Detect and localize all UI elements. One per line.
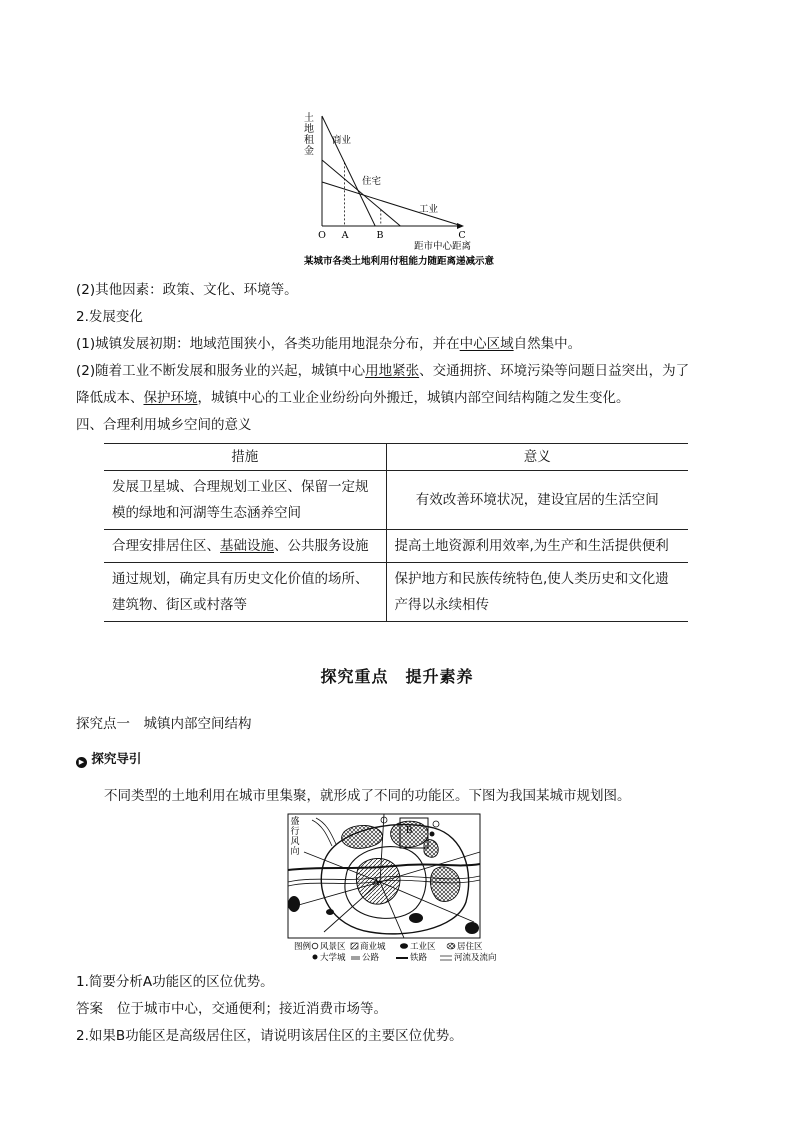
table-cell-measure bbox=[104, 471, 386, 530]
series-label-commerce: 商业 bbox=[332, 135, 352, 146]
scenic-area-icon bbox=[312, 943, 318, 949]
industrial-zone bbox=[409, 913, 423, 923]
measures-significance-table bbox=[104, 443, 688, 622]
series-line bbox=[322, 160, 400, 226]
text-span: (2)随着工业不断发展和服务业的兴起，城镇中心 bbox=[76, 363, 366, 379]
series-label-residence: 住宅 bbox=[362, 176, 382, 187]
residential-zone bbox=[424, 840, 438, 858]
cell-line: 通过规划，确定具有历史文化价值的场所、 bbox=[112, 571, 369, 587]
university-icon bbox=[313, 955, 318, 960]
table-cell-significance: 提高土地资源利用效率,为生产和生活提供便利 bbox=[394, 538, 669, 554]
other-factors-text: (2)其他因素：政策、文化、环境等。 bbox=[76, 282, 298, 298]
underlined-key-term: 中心区域 bbox=[459, 336, 514, 352]
industrial-icon bbox=[400, 943, 408, 949]
wind-label: 风 bbox=[290, 837, 300, 847]
table-row bbox=[104, 530, 688, 563]
underlined-key-term: 基础设施 bbox=[220, 538, 274, 554]
legend-label: 商业城 bbox=[360, 942, 386, 952]
industrial-zone bbox=[288, 896, 300, 912]
text-span: 、交通拥挤、环境污染等问题日益突出，为了 bbox=[419, 363, 690, 379]
table-cell-significance: 有效改善环境状况，建设宜居的生活空间 bbox=[415, 492, 659, 508]
play-circle-icon: ▶ bbox=[76, 757, 87, 768]
legend-label: 居住区 bbox=[457, 942, 483, 952]
industrial-zone bbox=[326, 909, 334, 915]
table-header-measures: 措施 bbox=[104, 444, 386, 471]
cell-line: 建筑物、街区或村落等 bbox=[112, 597, 247, 613]
explore-heading: 探究重点 提升素养 bbox=[320, 667, 474, 686]
cell-line: 发展卫星城、合理规划工业区、保留一定规 bbox=[112, 479, 369, 495]
legend-label: 工业区 bbox=[410, 942, 436, 952]
x-tick-label: B bbox=[376, 230, 384, 241]
table-cell-measure bbox=[104, 530, 386, 563]
y-label-char: 租 bbox=[304, 135, 314, 146]
legend-label: 公路 bbox=[362, 953, 380, 963]
wind-label: 向 bbox=[290, 847, 300, 857]
series-label-industry: 工业 bbox=[419, 204, 439, 215]
text-span: ，城镇中心的工业企业纷纷向外搬迁，城镇内部空间结构随之发生变化。 bbox=[197, 390, 630, 406]
table-header-significance: 意义 bbox=[523, 449, 551, 465]
paragraph-development-line1 bbox=[76, 362, 689, 380]
section-four-heading: 四、合理利用城乡空间的意义 bbox=[76, 417, 252, 433]
industrial-zone bbox=[465, 922, 479, 934]
city-planning-map bbox=[284, 812, 516, 964]
table-cell-measure bbox=[104, 563, 386, 622]
question-2: 2.如果B功能区是高级居住区，请说明该居住区的主要区位优势。 bbox=[76, 1028, 463, 1044]
land-rent-chart bbox=[296, 108, 506, 270]
text-span: 降低成本、 bbox=[76, 390, 144, 406]
x-tick-label: O bbox=[318, 230, 326, 241]
chart-caption: 某城市各类土地利用付租能力随距离递减示意 bbox=[303, 256, 495, 267]
legend-items bbox=[312, 941, 497, 963]
answer-1 bbox=[76, 1000, 387, 1018]
table-header-row bbox=[104, 444, 688, 471]
legend-label: 铁路 bbox=[410, 953, 428, 963]
text-span: 合理安排居住区、 bbox=[112, 538, 220, 554]
explore-point-title: 探究点一 城镇内部空间结构 bbox=[76, 716, 252, 732]
x-tick-label: C bbox=[458, 230, 466, 241]
x-tick-label: A bbox=[341, 230, 349, 241]
cell-line: 产得以永续相传 bbox=[394, 597, 489, 613]
commercial-icon bbox=[351, 943, 358, 949]
guide-label: 探究导引 bbox=[91, 751, 142, 766]
paragraph-development-line2 bbox=[76, 389, 630, 407]
legend-label: 大学城 bbox=[320, 953, 346, 963]
change-heading: 2.发展变化 bbox=[76, 309, 143, 325]
answer-label: 答案 bbox=[76, 1001, 103, 1017]
y-label-char: 土 bbox=[304, 113, 314, 124]
table-cell-significance bbox=[386, 563, 688, 622]
wind-label: 行 bbox=[290, 827, 300, 837]
label-b: B bbox=[405, 826, 413, 836]
label-a: A bbox=[372, 878, 380, 888]
answer-text: 位于城市中心，交通便利；接近消费市场等。 bbox=[117, 1001, 387, 1017]
legend-title: 图例 bbox=[294, 942, 312, 952]
question-1: 1.简要分析A功能区的区位优势。 bbox=[76, 974, 274, 990]
table-row bbox=[104, 563, 688, 622]
cell-line: 保护地方和民族传统特色,使人类历史和文化遗 bbox=[394, 571, 669, 587]
residential-zone bbox=[430, 867, 460, 902]
underlined-key-term: 保护环境 bbox=[143, 390, 198, 406]
cell-line: 模的绿地和河湖等生态涵养空间 bbox=[112, 505, 301, 521]
y-label-char: 地 bbox=[304, 124, 314, 135]
text-span: 、公共服务设施 bbox=[274, 538, 369, 554]
text-span: (1)城镇发展初期：地域范围狭小，各类功能用地混杂分布，并在 bbox=[76, 336, 460, 352]
text-span: 自然集中。 bbox=[513, 336, 582, 352]
university-icon bbox=[430, 832, 435, 837]
residential-icon bbox=[447, 943, 455, 949]
underlined-key-term: 用地紧张 bbox=[365, 363, 420, 379]
paragraph-early-stage bbox=[76, 335, 581, 353]
legend-label: 河流及流向 bbox=[454, 953, 497, 963]
guide-heading bbox=[76, 750, 141, 768]
table-row bbox=[104, 471, 688, 530]
y-label-char: 金 bbox=[304, 146, 314, 157]
legend-label: 风景区 bbox=[320, 942, 346, 952]
explore-intro: 不同类型的土地利用在城市里集聚，就形成了不同的功能区。下图为我国某城市规划图。 bbox=[104, 788, 631, 804]
series-line bbox=[322, 116, 375, 226]
wind-label: 盛 bbox=[290, 817, 300, 827]
x-axis-label: 距市中心距离 bbox=[414, 241, 472, 252]
